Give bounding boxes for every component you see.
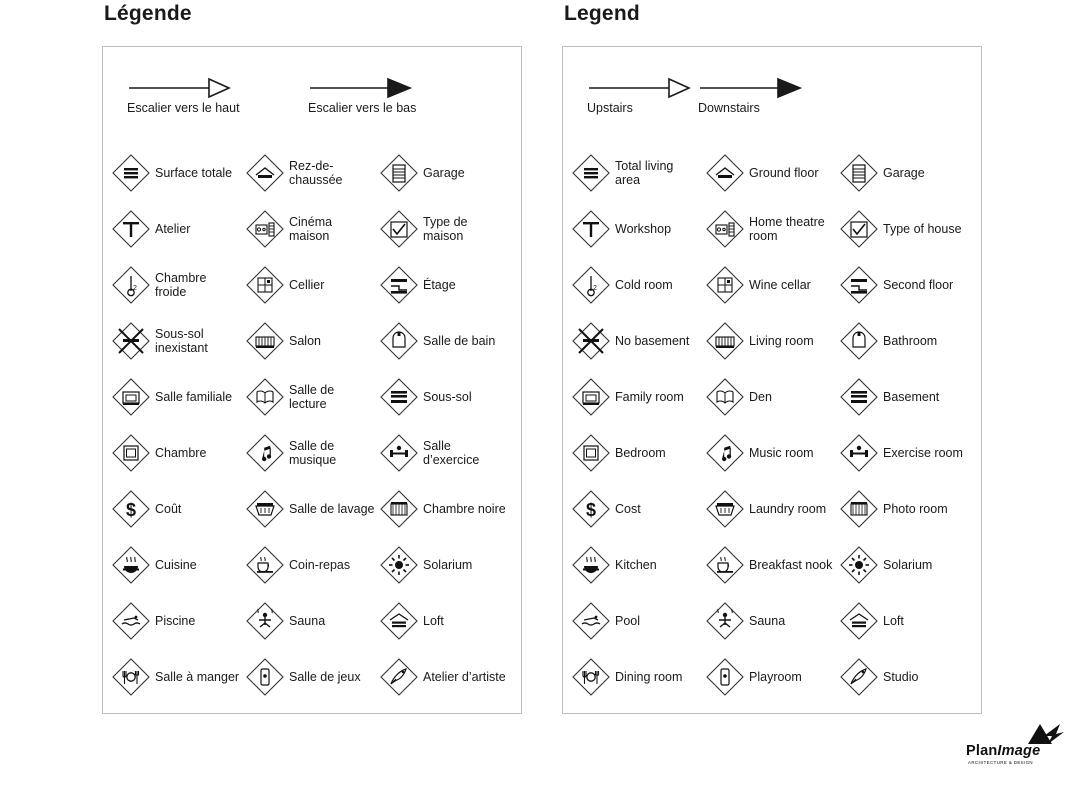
legend-label: No basement bbox=[615, 334, 690, 348]
legend-label: Coin-repas bbox=[289, 558, 351, 572]
playroom-icon bbox=[705, 657, 745, 697]
legend-label: Chambre bbox=[155, 446, 207, 460]
legend-label: Salle de jeux bbox=[289, 670, 361, 684]
solarium-icon bbox=[839, 545, 879, 585]
laundry-room-icon bbox=[705, 489, 745, 529]
legend-label: Second floor bbox=[883, 278, 954, 292]
legend-label: Cellier bbox=[289, 278, 325, 292]
breakfast-nook-icon bbox=[705, 545, 745, 585]
cost-icon bbox=[571, 489, 611, 529]
legend-item-ground-floor bbox=[705, 153, 839, 193]
legend-label: Surface totale bbox=[155, 166, 233, 180]
photo-room-icon bbox=[379, 489, 419, 529]
legend-label: Solarium bbox=[883, 558, 933, 572]
second-floor-icon bbox=[839, 265, 879, 305]
legend-label: Dining room bbox=[615, 670, 683, 684]
legend-row bbox=[571, 649, 975, 705]
legend-item-cost bbox=[571, 489, 705, 529]
page-title-fr: Légende bbox=[104, 2, 192, 25]
legend-item-total-living-area bbox=[111, 153, 245, 193]
legend-item-dining-room bbox=[111, 657, 245, 697]
legend-panel-fr bbox=[102, 46, 522, 714]
cold-room-icon bbox=[111, 265, 151, 305]
legend-label: Sous-sol inexistant bbox=[155, 327, 208, 355]
legend-label: Basement bbox=[883, 390, 940, 404]
family-room-icon bbox=[571, 377, 611, 417]
legend-item-basement bbox=[379, 377, 513, 417]
legend-label: Loft bbox=[883, 614, 904, 628]
legend-item-family-room bbox=[111, 377, 245, 417]
legend-label: Coût bbox=[155, 502, 182, 516]
legend-item-loft bbox=[839, 601, 973, 641]
workshop-icon bbox=[111, 209, 151, 249]
legend-item-downstairs-en bbox=[698, 75, 806, 115]
legend-item-laundry-room bbox=[245, 489, 379, 529]
laundry-room-icon bbox=[245, 489, 285, 529]
type-of-house-icon bbox=[839, 209, 879, 249]
stairs-arrows-fr bbox=[103, 69, 521, 139]
breakfast-nook-icon bbox=[245, 545, 285, 585]
legend-grid-en bbox=[571, 145, 975, 705]
dining-room-icon bbox=[111, 657, 151, 697]
legend-item-loft bbox=[379, 601, 513, 641]
legend-item-photo-room bbox=[839, 489, 973, 529]
legend-label: Étage bbox=[423, 278, 456, 292]
legend-label: Escalier vers le haut bbox=[127, 101, 240, 115]
total-living-area-icon bbox=[111, 153, 151, 193]
legend-row bbox=[571, 537, 975, 593]
legend-label: Salon bbox=[289, 334, 321, 348]
photo-room-icon bbox=[839, 489, 879, 529]
legend-label: Music room bbox=[749, 446, 814, 460]
garage-icon bbox=[839, 153, 879, 193]
legend-label: Escalier vers le bas bbox=[308, 101, 417, 115]
legend-label: Garage bbox=[883, 166, 925, 180]
legend-item-playroom bbox=[705, 657, 839, 697]
legend-item-kitchen bbox=[111, 545, 245, 585]
legend-grid-fr bbox=[111, 145, 515, 705]
bedroom-icon bbox=[571, 433, 611, 473]
solarium-icon bbox=[379, 545, 419, 585]
legend-label: Downstairs bbox=[698, 101, 760, 115]
legend-label: Atelier bbox=[155, 222, 191, 236]
legend-label: Cinéma maison bbox=[289, 215, 333, 243]
living-room-icon bbox=[245, 321, 285, 361]
legend-label: Sous-sol bbox=[423, 390, 472, 404]
legend-item-solarium bbox=[379, 545, 513, 585]
legend-label: Breakfast nook bbox=[749, 558, 833, 572]
svg-text:2: 2 bbox=[133, 285, 137, 292]
legend-item-playroom bbox=[245, 657, 379, 697]
legend-item-no-basement bbox=[111, 321, 245, 361]
legend-row bbox=[571, 369, 975, 425]
basement-icon bbox=[379, 377, 419, 417]
legend-item-cost bbox=[111, 489, 245, 529]
wine-cellar-icon bbox=[705, 265, 745, 305]
den-icon bbox=[245, 377, 285, 417]
legend-row bbox=[111, 369, 515, 425]
legend-item-kitchen bbox=[571, 545, 705, 585]
legend-item-garage bbox=[839, 153, 973, 193]
legend-label: Salle de lecture bbox=[289, 383, 335, 411]
living-room-icon bbox=[705, 321, 745, 361]
legend-label: Type of house bbox=[883, 222, 962, 236]
legend-item-bedroom bbox=[571, 433, 705, 473]
legend-item-type-of-house bbox=[839, 209, 973, 249]
legend-item-second-floor bbox=[379, 265, 513, 305]
bathroom-icon bbox=[839, 321, 879, 361]
second-floor-icon bbox=[379, 265, 419, 305]
legend-label: Laundry room bbox=[749, 502, 827, 516]
legend-item-total-living-area bbox=[571, 153, 705, 193]
legend-item-photo-room bbox=[379, 489, 513, 529]
legend-row bbox=[571, 145, 975, 201]
legend-item-ground-floor bbox=[245, 153, 379, 193]
legend-item-music-room bbox=[245, 433, 379, 473]
legend-label: Playroom bbox=[749, 670, 802, 684]
basement-icon bbox=[839, 377, 879, 417]
home-theatre-icon bbox=[245, 209, 285, 249]
legend-panel-en bbox=[562, 46, 982, 714]
sauna-icon bbox=[705, 601, 745, 641]
legend-label: Salle de musique bbox=[289, 439, 337, 467]
legend-label: Wine cellar bbox=[749, 278, 811, 292]
legend-label: Ground floor bbox=[749, 166, 819, 180]
legend-label: Bedroom bbox=[615, 446, 666, 460]
legend-label: Den bbox=[749, 390, 772, 404]
legend-item-family-room bbox=[571, 377, 705, 417]
legend-row bbox=[111, 593, 515, 649]
legend-item-living-room bbox=[245, 321, 379, 361]
type-of-house-icon bbox=[379, 209, 419, 249]
legend-item-breakfast-nook bbox=[245, 545, 379, 585]
page-title-en: Legend bbox=[564, 2, 640, 25]
legend-item-pool bbox=[571, 601, 705, 641]
svg-text:$: $ bbox=[585, 500, 597, 520]
legend-row bbox=[111, 313, 515, 369]
legend-label: Salle de bain bbox=[423, 334, 496, 348]
legend-label: Salle familiale bbox=[155, 390, 233, 404]
legend-item-second-floor bbox=[839, 265, 973, 305]
music-room-icon bbox=[705, 433, 745, 473]
arrow-solid-right-icon bbox=[308, 75, 416, 101]
garage-icon bbox=[379, 153, 419, 193]
legend-label: Cuisine bbox=[155, 558, 197, 572]
sauna-icon bbox=[245, 601, 285, 641]
bathroom-icon bbox=[379, 321, 419, 361]
arrow-outline-right-icon bbox=[127, 75, 240, 101]
legend-label: Pool bbox=[615, 614, 641, 628]
legend-item-pool bbox=[111, 601, 245, 641]
legend-row bbox=[111, 481, 515, 537]
pool-icon bbox=[111, 601, 151, 641]
legend-item-studio bbox=[379, 657, 513, 697]
legend-label: Kitchen bbox=[615, 558, 657, 572]
wine-cellar-icon bbox=[245, 265, 285, 305]
legend-item-exercise-room bbox=[839, 433, 973, 473]
legend-item-studio bbox=[839, 657, 973, 697]
legend-item-no-basement bbox=[571, 321, 705, 361]
stairs-arrows-en bbox=[563, 69, 981, 139]
legend-label: Chambre froide bbox=[155, 271, 207, 299]
legend-item-downstairs-fr bbox=[308, 75, 416, 115]
legend-item-sauna bbox=[245, 601, 379, 641]
legend-label: Atelier d’artiste bbox=[423, 670, 506, 684]
legend-label: Salle à manger bbox=[155, 670, 240, 684]
legend-label: Total living area bbox=[615, 159, 674, 187]
legend-item-exercise-room bbox=[379, 433, 513, 473]
legend-label: Living room bbox=[749, 334, 814, 348]
legend-label: Cost bbox=[615, 502, 641, 516]
legend-label: Exercise room bbox=[883, 446, 963, 460]
legend-label: Type de maison bbox=[423, 215, 468, 243]
legend-label: Chambre noire bbox=[423, 502, 506, 516]
workshop-icon bbox=[571, 209, 611, 249]
legend-item-type-of-house bbox=[379, 209, 513, 249]
legend-label: Garage bbox=[423, 166, 465, 180]
legend-item-den bbox=[705, 377, 839, 417]
legend-item-bathroom bbox=[379, 321, 513, 361]
legend-label: Bathroom bbox=[883, 334, 938, 348]
logo-wordmark bbox=[966, 743, 1040, 759]
legend-label: Upstairs bbox=[587, 101, 633, 115]
legend-row bbox=[111, 201, 515, 257]
home-theatre-icon bbox=[705, 209, 745, 249]
legend-label: Solarium bbox=[423, 558, 473, 572]
legend-item-garage bbox=[379, 153, 513, 193]
legend-item-living-room bbox=[705, 321, 839, 361]
no-basement-icon bbox=[571, 321, 611, 361]
planimage-logo bbox=[962, 722, 1072, 770]
studio-icon bbox=[379, 657, 419, 697]
legend-item-workshop bbox=[571, 209, 705, 249]
legend-item-upstairs-fr bbox=[127, 75, 240, 115]
logo-tagline: ARCHITECTURE & DESIGN bbox=[968, 760, 1033, 765]
legend-row bbox=[571, 481, 975, 537]
total-living-area-icon bbox=[571, 153, 611, 193]
legend-row bbox=[571, 593, 975, 649]
legend-row bbox=[111, 537, 515, 593]
legend-item-solarium bbox=[839, 545, 973, 585]
dining-room-icon bbox=[571, 657, 611, 697]
exercise-room-icon bbox=[379, 433, 419, 473]
legend-label: Sauna bbox=[289, 614, 326, 628]
ground-floor-icon bbox=[705, 153, 745, 193]
loft-icon bbox=[839, 601, 879, 641]
music-room-icon bbox=[245, 433, 285, 473]
legend-row bbox=[111, 425, 515, 481]
legend-row bbox=[111, 257, 515, 313]
legend-label: Photo room bbox=[883, 502, 948, 516]
exercise-room-icon bbox=[839, 433, 879, 473]
ground-floor-icon bbox=[245, 153, 285, 193]
legend-label: Family room bbox=[615, 390, 684, 404]
legend-item-sauna bbox=[705, 601, 839, 641]
legend-row bbox=[571, 425, 975, 481]
legend-label: Home theatre room bbox=[749, 215, 825, 243]
kitchen-icon bbox=[111, 545, 151, 585]
loft-icon bbox=[379, 601, 419, 641]
svg-text:2: 2 bbox=[593, 285, 597, 292]
legend-item-home-theatre bbox=[705, 209, 839, 249]
logo-word-plan: Plan bbox=[966, 743, 998, 759]
bedroom-icon bbox=[111, 433, 151, 473]
svg-text:$: $ bbox=[125, 500, 137, 520]
studio-icon bbox=[839, 657, 879, 697]
pool-icon bbox=[571, 601, 611, 641]
legend-label: Studio bbox=[883, 670, 919, 684]
legend-row bbox=[571, 257, 975, 313]
legend-item-bedroom bbox=[111, 433, 245, 473]
legend-item-cold-room bbox=[571, 265, 705, 305]
playroom-icon bbox=[245, 657, 285, 697]
legend-label: Cold room bbox=[615, 278, 673, 292]
legend-label: Workshop bbox=[615, 222, 672, 236]
den-icon bbox=[705, 377, 745, 417]
legend-row bbox=[571, 313, 975, 369]
family-room-icon bbox=[111, 377, 151, 417]
legend-item-laundry-room bbox=[705, 489, 839, 529]
legend-item-basement bbox=[839, 377, 973, 417]
kitchen-icon bbox=[571, 545, 611, 585]
legend-item-den bbox=[245, 377, 379, 417]
legend-item-workshop bbox=[111, 209, 245, 249]
legend-item-dining-room bbox=[571, 657, 705, 697]
legend-label: Loft bbox=[423, 614, 444, 628]
legend-item-upstairs-en bbox=[587, 75, 695, 115]
logo-word-image: Image bbox=[997, 743, 1041, 759]
legend-label: Sauna bbox=[749, 614, 786, 628]
arrow-solid-right-icon bbox=[698, 75, 806, 101]
legend-label: Salle d’exercice bbox=[423, 439, 480, 467]
legend-item-home-theatre bbox=[245, 209, 379, 249]
legend-item-bathroom bbox=[839, 321, 973, 361]
legend-item-cold-room bbox=[111, 265, 245, 305]
legend-label: Rez-de-chaussée bbox=[289, 159, 343, 187]
legend-item-breakfast-nook bbox=[705, 545, 839, 585]
legend-row bbox=[571, 201, 975, 257]
cost-icon bbox=[111, 489, 151, 529]
legend-item-music-room bbox=[705, 433, 839, 473]
cold-room-icon bbox=[571, 265, 611, 305]
legend-row bbox=[111, 649, 515, 705]
legend-row bbox=[111, 145, 515, 201]
legend-label: Piscine bbox=[155, 614, 196, 628]
no-basement-icon bbox=[111, 321, 151, 361]
arrow-outline-right-icon bbox=[587, 75, 695, 101]
legend-item-wine-cellar bbox=[245, 265, 379, 305]
legend-item-wine-cellar bbox=[705, 265, 839, 305]
legend-label: Salle de lavage bbox=[289, 502, 375, 516]
